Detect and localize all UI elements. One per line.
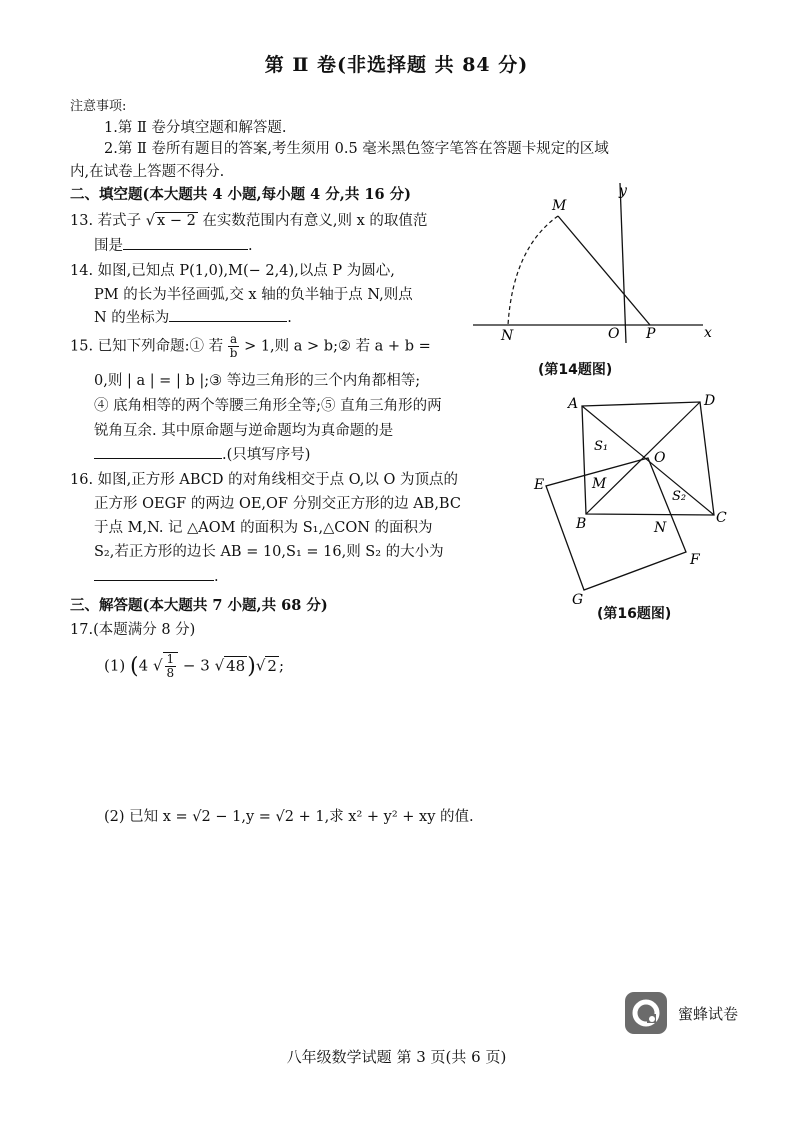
q13-post: 在实数范围内有意义,则 x 的取值范 — [202, 213, 428, 229]
q16-number: 16. — [70, 472, 94, 488]
fig16-caption: (第16题图) — [597, 606, 672, 622]
watermark-logo-icon — [625, 992, 667, 1034]
figure-14 — [468, 178, 718, 353]
q13-line2-text: 围是 — [94, 238, 123, 254]
q13-answer-blank[interactable] — [123, 235, 248, 250]
fig16-label-f: F — [690, 552, 700, 568]
q17-part1: (1) (4 √ $\frac{1}{8}$ − 3 √ 48)√ 2 ; — [104, 652, 284, 680]
fig16-label-e: E — [534, 477, 545, 493]
q15-frac-den: b — [229, 346, 238, 360]
q17-head: (本题满分 8 分) — [93, 622, 196, 638]
q15-line4: 锐角互余. 其中原命题与逆命题均为真命题的是 — [94, 423, 394, 439]
fig16-label-n: N — [654, 520, 667, 536]
q15-line2: 0,则 | a | = | b |;③ 等边三角形的三个内角都相等; — [94, 373, 421, 389]
q16-line4: S₂,若正方形的边长 AB = 10,S₁ = 16,则 S₂ 的大小为 — [94, 544, 444, 560]
q17-p1-minus: − 3 — [182, 656, 210, 675]
fig16-label-b: B — [576, 516, 587, 532]
notice-heading: 注意事项: — [70, 99, 127, 114]
q14-line1 — [70, 259, 395, 280]
fig14-label-m: M — [552, 198, 567, 214]
q16-end: . — [214, 569, 219, 585]
q15-frac-num: a — [228, 333, 240, 347]
fig14-label-x: x — [704, 325, 712, 341]
fig14-y-axis — [620, 183, 626, 343]
q13-line1 — [70, 209, 427, 230]
q17-p1-frac-num: 1 — [166, 652, 175, 666]
q16-line5 — [94, 566, 219, 585]
q13-line2 — [94, 234, 253, 255]
fig14-caption: (第14题图) — [538, 362, 613, 378]
q17-heading — [70, 618, 195, 639]
notice-line2a: 2.第 Ⅱ 卷所有题目的答案,考生须用 0.5 毫米黑色签字笔答在答题卡规定的区域 — [104, 141, 609, 157]
q15-line3: ④ 底角相等的两个等腰三角形全等;⑤ 直角三角形的两 — [94, 398, 442, 414]
q17-p1-label: (1) — [104, 656, 126, 675]
fig14-segment-mp — [558, 216, 650, 325]
q17-p1-radicand: 48 — [226, 656, 246, 675]
fig14-arc — [508, 216, 558, 325]
q13-radicand: x − 2 — [157, 213, 196, 229]
q17-p1-fraction — [165, 653, 177, 680]
q15-line1 — [70, 333, 431, 360]
fig16-label-c: C — [716, 510, 727, 526]
figure-16 — [528, 388, 733, 610]
q16-line1 — [70, 468, 458, 489]
fig14-label-n: N — [501, 328, 514, 344]
q16-line3: 于点 M,N. 记 △AOM 的面积为 S₁,△CON 的面积为 — [94, 520, 433, 536]
q14-end: . — [287, 310, 292, 326]
q15-fraction — [228, 333, 240, 360]
fig16-label-d: D — [704, 393, 716, 409]
notice-line1: 1.第 Ⅱ 卷分填空题和解答题. — [104, 120, 287, 136]
fig16-label-o: O — [654, 450, 666, 466]
fig16-label-a: A — [568, 396, 579, 412]
fig14-label-y: y — [619, 183, 627, 199]
q15-number: 15. — [70, 338, 94, 355]
fig14-label-p: P — [646, 326, 656, 342]
q13-end: . — [248, 238, 253, 254]
q14-line2: PM 的长为半径画弧,交 x 轴的负半轴于点 N,则点 — [94, 287, 413, 303]
q14-answer-blank[interactable] — [169, 307, 287, 322]
q15-text-b: > 1,则 a > b;② 若 a + b = — [244, 338, 431, 355]
q13-pre: 若式子 — [97, 213, 142, 229]
fig14-label-o: O — [608, 326, 620, 342]
q14-number: 14. — [70, 263, 94, 279]
q17-part2: (2) 已知 x = √2 − 1,y = √2 + 1,求 x² + y² + xy 的值. — [104, 809, 474, 825]
q15-text-a: 已知下列命题:① 若 — [97, 338, 224, 355]
q13-number: 13. — [70, 213, 94, 229]
fig16-label-s2: S₂ — [672, 489, 687, 504]
q14-text3: N 的坐标为 — [94, 310, 170, 326]
watermark-text: 蜜蜂试卷 — [678, 1005, 739, 1023]
q15-answer-blank[interactable] — [94, 444, 222, 459]
section2-heading: 二、填空题(本大题共 4 小题,每小题 4 分,共 16 分) — [70, 186, 411, 203]
q13-radical: √ x − 2 — [145, 213, 196, 229]
q16-line2: 正方形 OEGF 的两边 OE,OF 分别交正方形的边 AB,BC — [94, 496, 461, 512]
q14-line3 — [94, 306, 292, 327]
fig16-label-s1: S₁ — [594, 439, 609, 454]
page-title: 第 Ⅱ 卷(非选择题 共 84 分) — [264, 54, 529, 76]
fig16-label-g: G — [572, 592, 584, 608]
q16-text1: 如图,正方形 ABCD 的对角线相交于点 O,以 O 为顶点的 — [97, 472, 458, 488]
q16-answer-blank[interactable] — [94, 566, 214, 581]
fig16-label-m: M — [592, 476, 607, 492]
q17-number: 17. — [70, 622, 94, 638]
q17-p1-end: ; — [278, 656, 284, 675]
q17-p1-frac-den: 8 — [166, 666, 175, 680]
q17-p1-sqrt2: 2 — [267, 656, 277, 675]
page-footer: 八年级数学试题 第 3 页(共 6 页) — [286, 1048, 507, 1066]
q17-p1-coef: 4 — [138, 656, 149, 675]
q15-text5: .(只填写序号) — [222, 447, 311, 463]
notice-line2b: 内,在试卷上答题不得分. — [70, 164, 225, 180]
q14-text1: 如图,已知点 P(1,0),M(− 2,4),以点 P 为圆心, — [97, 263, 395, 279]
q15-line5 — [94, 443, 310, 464]
section3-heading: 三、解答题(本大题共 7 小题,共 68 分) — [70, 597, 328, 614]
